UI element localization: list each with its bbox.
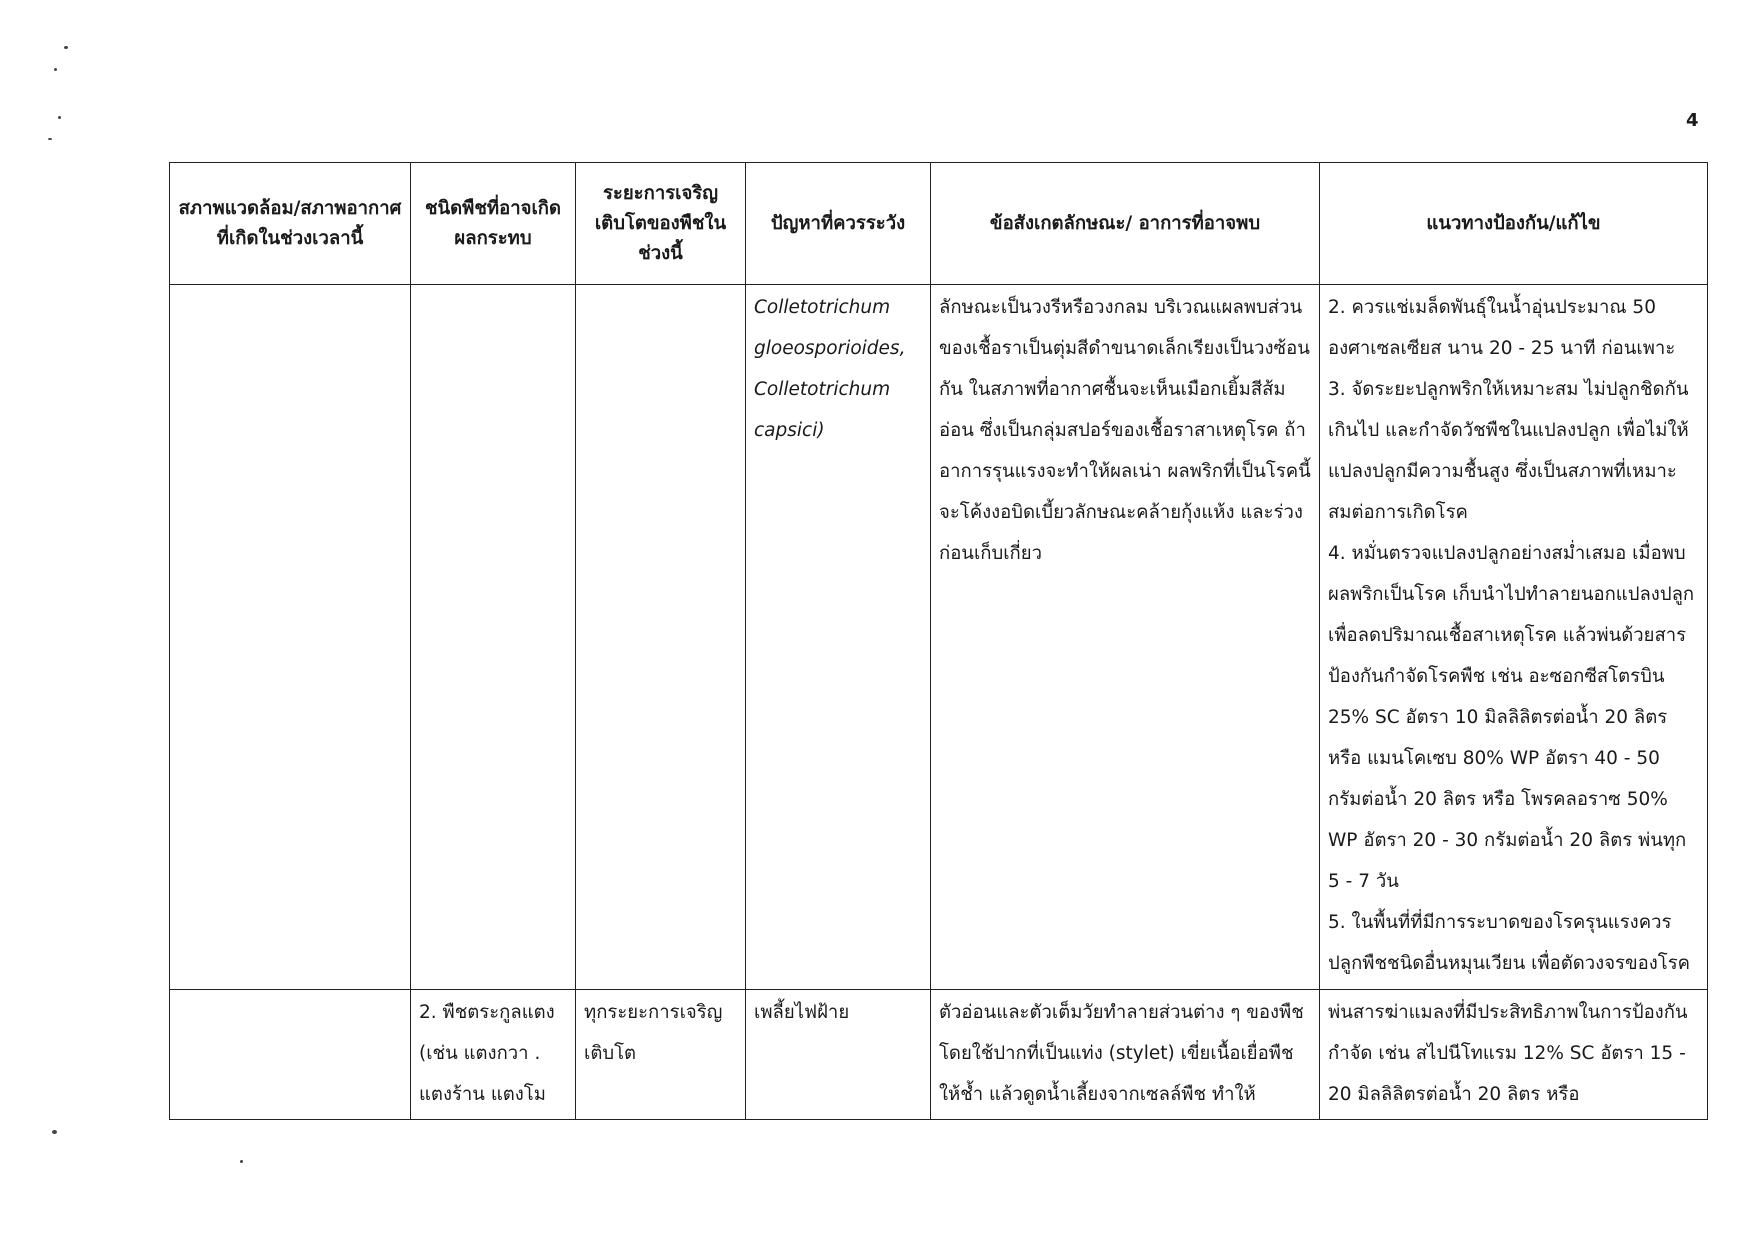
scan-speck bbox=[54, 68, 57, 71]
prevention-item: 4. หมั่นตรวจแปลงปลูกอย่างสม่ำเสมอ เมื่อพบผลพริกเป็นโรค เก็บนำไปทำลายนอกแปลงปลูก เพื่อลดปริมาณเชื้อสาเหตุโรค แล้วพ่นด้วยสารป้องกันกำจัดโรคพืช เช่น อะซอกซีสโตรบิน 25% SC อัตรา 10 มิลลิลิตรต่อน้ำ 20 ลิตร หรือ แมนโคเซบ 80% WP อัตรา 40 - 50 กรัมต่อน้ำ 20 ลิตร หรือ โพรคลอราซ 50% WP อัตรา 20 - 30 กรัมต่อน้ำ 20 ลิตร พ่นทุก 5 - 7 วัน bbox=[1328, 543, 1695, 892]
cell-symptoms: ตัวอ่อนและตัวเต็มวัยทำลายส่วนต่าง ๆ ของพืช โดยใช้ปากที่เป็นแท่ง (stylet) เขี่ยเนื้อเยื่อพืชให้ช้ำ แล้วดูดน้ำเลี้ยงจากเซลล์พืช ทำให้ bbox=[931, 990, 1320, 1120]
scan-speck bbox=[58, 116, 61, 119]
table-header-row bbox=[170, 163, 1708, 285]
header-environment: สภาพแวดล้อม/สภาพอากาศที่เกิดในช่วงเวลานี้ bbox=[170, 163, 411, 285]
table-row bbox=[170, 285, 1708, 990]
pest-disease-table bbox=[169, 162, 1708, 1120]
scan-speck bbox=[48, 138, 52, 140]
cell-crop: 2. พืชตระกูลแตง (เช่น แตงกวา . แตงร้าน แตงโม bbox=[411, 990, 576, 1120]
header-symptoms: ข้อสังเกตลักษณะ/ อาการที่อาจพบ bbox=[931, 163, 1320, 285]
scan-speck bbox=[64, 46, 68, 49]
cell-environment bbox=[170, 285, 411, 990]
cell-problem: เพลี้ยไฟฝ้าย bbox=[746, 990, 931, 1120]
header-growth-stage: ระยะการเจริญเติบโตของพืชในช่วงนี้ bbox=[576, 163, 746, 285]
cell-environment bbox=[170, 990, 411, 1120]
header-problem: ปัญหาที่ควรระวัง bbox=[746, 163, 931, 285]
prevention-item: 2. ควรแช่เมล็ดพันธุ์ในน้ำอุ่นประมาณ 50 องศาเซลเซียส นาน 20 - 25 นาที ก่อนเพาะ bbox=[1328, 297, 1676, 359]
cell-prevention bbox=[1320, 990, 1708, 1120]
cell-growth-stage bbox=[576, 285, 746, 990]
scan-speck bbox=[52, 1130, 57, 1134]
prevention-item: 3. จัดระยะปลูกพริกให้เหมาะสม ไม่ปลูกชิดกันเกินไป และกำจัดวัชพืชในแปลงปลูก เพื่อไม่ให้แปลงปลูกมีความชื้นสูง ซึ่งเป็นสภาพที่เหมาะสมต่อการเกิดโรค bbox=[1328, 379, 1689, 523]
cell-crop bbox=[411, 285, 576, 990]
scan-speck bbox=[240, 1160, 243, 1163]
cell-symptoms: ลักษณะเป็นวงรีหรือวงกลม บริเวณแผลพบส่วนของเชื้อราเป็นตุ่มสีดำขนาดเล็กเรียงเป็นวงซ้อนกัน ในสภาพที่อากาศชื้นจะเห็นเมือกเยิ้มสีส้มอ่อน ซึ่งเป็นกลุ่มสปอร์ของเชื้อราสาเหตุโรค ถ้าอาการรุนแรงจะทำให้ผลเน่า ผลพริกที่เป็นโรคนี้จะโค้งงอบิดเบี้ยวลักษณะคล้ายกุ้งแห้ง และร่วงก่อนเก็บเกี่ยว bbox=[931, 285, 1320, 990]
table-row bbox=[170, 990, 1708, 1120]
page-number: 4 bbox=[1686, 110, 1699, 131]
prevention-item: 5. ในพื้นที่ที่มีการระบาดของโรครุนแรงควรปลูกพืชชนิดอื่นหมุนเวียน เพื่อตัดวงจรของโรค bbox=[1328, 912, 1691, 974]
header-crop: ชนิดพืชที่อาจเกิดผลกระทบ bbox=[411, 163, 576, 285]
header-prevention: แนวทางป้องกัน/แก้ไข bbox=[1320, 163, 1708, 285]
prevention-item: พ่นสารฆ่าแมลงที่มีประสิทธิภาพในการป้องกันกำจัด เช่น สไปนีโทแรม 12% SC อัตรา 15 - 20 มิลลิลิตรต่อน้ำ 20 ลิตร หรือ bbox=[1328, 1002, 1688, 1105]
cell-problem: Colletotrichum gloeosporioides, Colletotrichum capsici) bbox=[746, 285, 931, 990]
cell-growth-stage: ทุกระยะการเจริญเติบโต bbox=[576, 990, 746, 1120]
cell-prevention bbox=[1320, 285, 1708, 990]
